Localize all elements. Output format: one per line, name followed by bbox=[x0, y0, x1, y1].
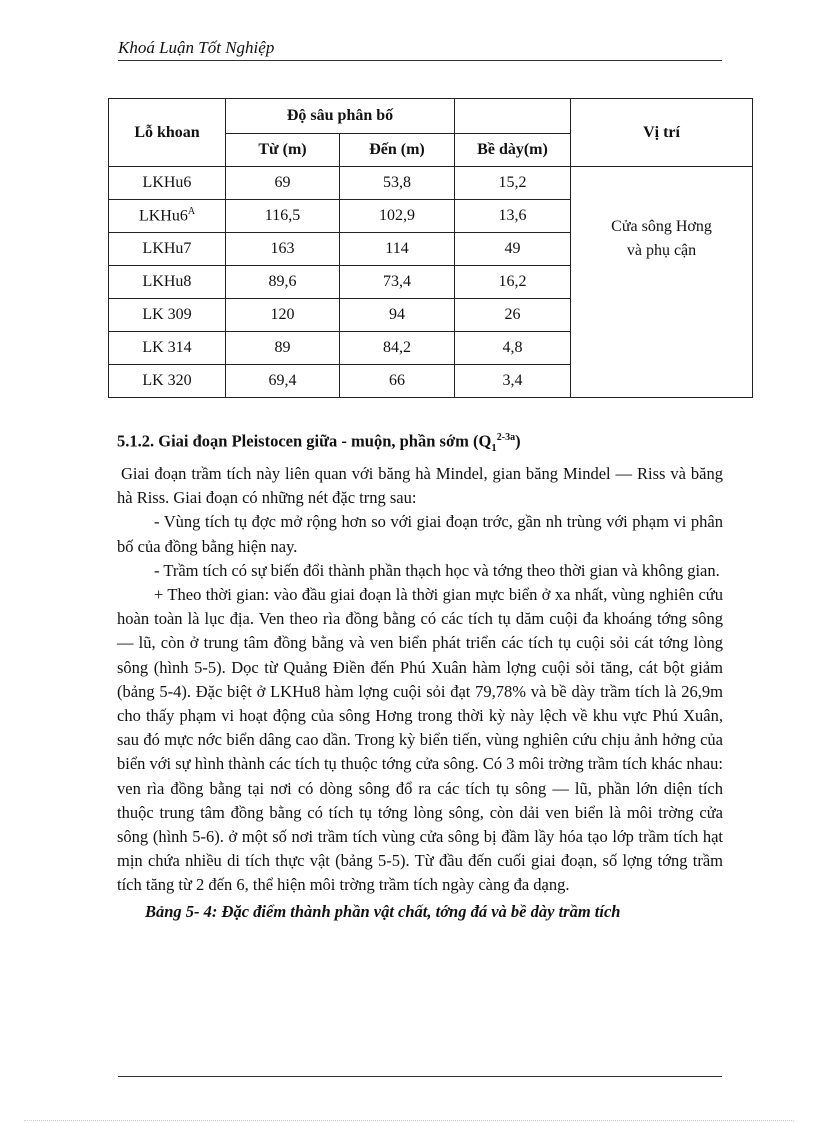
cell-to: 66 bbox=[340, 365, 455, 398]
cell-thickness: 15,2 bbox=[455, 167, 571, 200]
cell-borehole: LKHu8 bbox=[109, 266, 226, 299]
cell-to: 94 bbox=[340, 299, 455, 332]
cell-location bbox=[571, 167, 753, 398]
cell-from: 89,6 bbox=[226, 266, 340, 299]
heading-text: 5.1.2. Giai đoạn Pleistocen giữa - muộn, phần sớm (Q bbox=[117, 431, 492, 451]
heading-close: ) bbox=[515, 431, 521, 451]
col-header-to: Đến (m) bbox=[340, 134, 455, 167]
cell-thickness: 13,6 bbox=[455, 200, 571, 233]
page-edge-divider bbox=[24, 1120, 794, 1121]
cell-from: 116,5 bbox=[226, 200, 340, 233]
borehole-sup: A bbox=[187, 206, 196, 218]
cell-thickness: 3,4 bbox=[455, 365, 571, 398]
cell-from: 120 bbox=[226, 299, 340, 332]
paragraph: - Trầm tích có sự biến đổi thành phần thạch học và tớng theo thời gian và không gian. bbox=[154, 560, 720, 580]
section-body bbox=[117, 426, 723, 924]
col-header-empty bbox=[455, 99, 571, 134]
cell-borehole: LKHu7 bbox=[109, 233, 226, 266]
cell-from: 163 bbox=[226, 233, 340, 266]
cell-thickness: 26 bbox=[455, 299, 571, 332]
cell-thickness: 49 bbox=[455, 233, 571, 266]
paragraph: Giai đoạn trầm tích này liên quan với băng hà Mindel, gian băng Mindel — Riss và băng hà Riss. Giai đoạn có những nét đặc trng sau: bbox=[117, 464, 723, 508]
cell-to: 114 bbox=[340, 233, 455, 266]
cell-to: 102,9 bbox=[340, 200, 455, 233]
borehole-depth-table bbox=[108, 98, 753, 398]
table-row bbox=[109, 167, 753, 200]
heading-sup: 2-3a bbox=[496, 432, 516, 443]
cell-from: 69 bbox=[226, 167, 340, 200]
cell-borehole: LK 309 bbox=[109, 299, 226, 332]
cell-thickness: 16,2 bbox=[455, 266, 571, 299]
col-header-borehole: Lỗ khoan bbox=[109, 99, 226, 167]
heading-sub: 1 bbox=[491, 441, 497, 454]
cell-to: 84,2 bbox=[340, 332, 455, 365]
cell-from: 89 bbox=[226, 332, 340, 365]
cell-to: 73,4 bbox=[340, 266, 455, 299]
section-heading bbox=[117, 426, 723, 460]
cell-from: 69,4 bbox=[226, 365, 340, 398]
col-header-thickness: Bề dày(m) bbox=[455, 134, 571, 167]
cell-borehole bbox=[109, 200, 226, 233]
page-header bbox=[118, 38, 722, 61]
borehole-name: LKHu6 bbox=[138, 207, 188, 225]
col-header-from: Từ (m) bbox=[226, 134, 340, 167]
cell-borehole: LKHu6 bbox=[109, 167, 226, 200]
cell-thickness: 4,8 bbox=[455, 332, 571, 365]
cell-borehole: LK 314 bbox=[109, 332, 226, 365]
footer-divider bbox=[118, 1076, 722, 1077]
paragraph: + Theo thời gian: vào đầu giai đoạn là thời gian mực biển ở xa nhất, vùng nghiên cứu hoàn toàn là lục địa. Ven theo rìa đồng bằng có các tích tụ dăm cuội đa khoáng tớng sông — lũ, còn ở trung tâm đồng bằng và ven biển phát triển các tích tụ cuội sỏi cát tớng lòng sông (hình 5-5). Dọc từ Quảng Điền đến Phú Xuân hàm lợng cuội sỏi tăng, cát bột giảm (bảng 5-4). Đặc biệt ở LKHu8 hàm lợng cuội sỏi đạt 79,78% và bề dày trầm tích là 26,9m cho thấy phạm vi hoạt động của sông Hơng trong thời kỳ này lệch về khu vực Phú Xuân, sau đó mực nớc biển dâng cao dần. Trong kỳ biển tiến, vùng nghiên cứu chịu ảnh hởng của biển với sự hình thành các tích tụ thuộc tớng cửa sông. Có 3 môi trờng trầm tích khác nhau: ven rìa đồng bằng tại nơi có dòng sông đổ ra các tích tụ sông — lũ, phần lớn diện tích thuộc trung tâm đồng bằng có tích tụ tớng lòng sông, còn dải ven biển là môi trờng cửa sông (hình 5-6). ở một số nơi trầm tích vùng cửa sông bị đầm lầy hóa tạo lớp trầm tích hạt mịn chứa nhiều di tích thực vật (bảng 5-5). Từ đầu đến cuối giai đoạn, số lợng tớng trầm tích tăng từ 2 đến 6, thể hiện môi trờng trầm tích ngày càng đa dạng. bbox=[117, 585, 723, 895]
header-title: Khoá Luận Tốt Nghiệp bbox=[118, 38, 275, 57]
col-header-location: Vị trí bbox=[571, 99, 753, 167]
col-header-depth: Độ sâu phân bố bbox=[226, 99, 455, 134]
location-text: Cửa sông Hơng và phụ cận bbox=[611, 218, 712, 259]
cell-to: 53,8 bbox=[340, 167, 455, 200]
paragraph: - Vùng tích tụ đợc mở rộng hơn so với giai đoạn trớc, gần nh trùng với phạm vi phân bố của đồng bằng hiện nay. bbox=[117, 512, 723, 556]
table-caption: Bảng 5- 4: Đặc điểm thành phần vật chất, tớng đá và bề dày trầm tích bbox=[145, 901, 621, 921]
cell-borehole: LK 320 bbox=[109, 365, 226, 398]
